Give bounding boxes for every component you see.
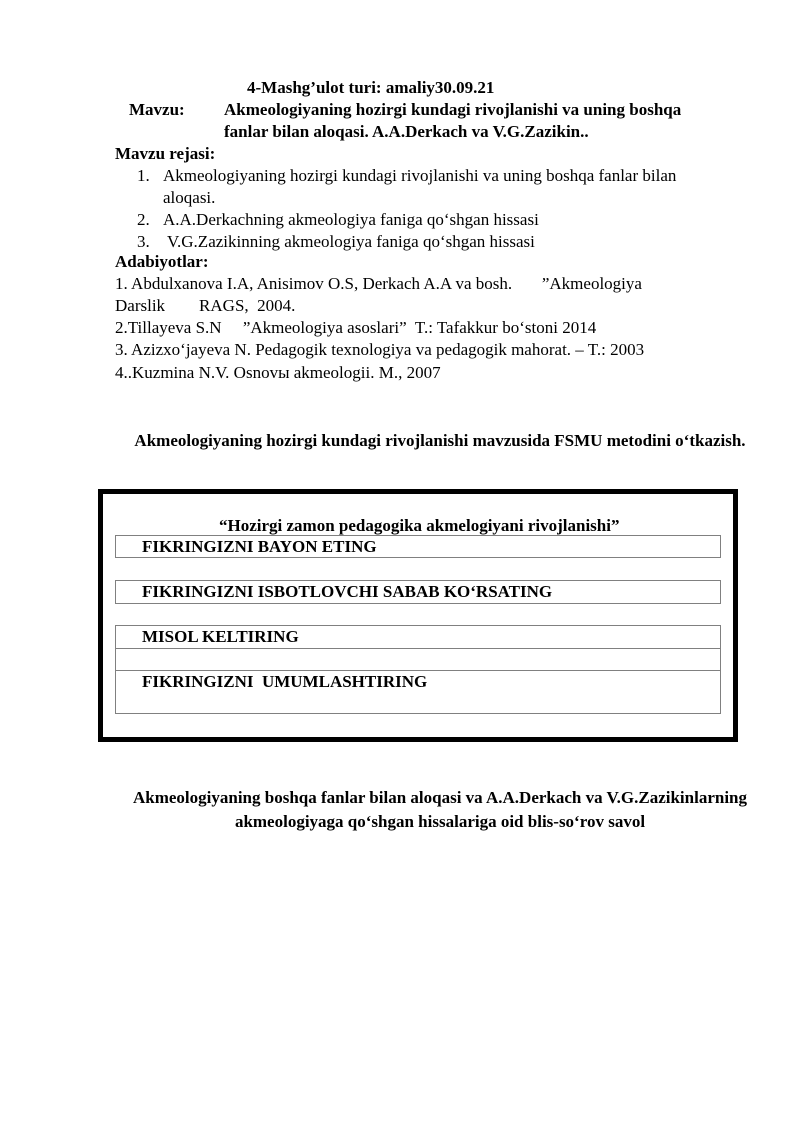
fsmu-row-label: FIKRINGIZNI UMUMLASHTIRING	[142, 672, 428, 691]
fsmu-row-label: FIKRINGIZNI ISBOTLOVCHI SABAB KO‘RSATING	[142, 582, 553, 601]
reference-line: 3. Azizxo‘jayeva N. Pedagogik texnologiya va pedagogik mahorat. – T.: 2003	[115, 340, 645, 359]
session-title: 4-Mashg’ulot turi: amaliy30.09.21	[247, 78, 495, 97]
plan-list	[115, 165, 676, 253]
plan-item	[115, 209, 676, 231]
blitz-survey-section-title: Akmeologiyaning boshqa fanlar bilan aloqasi va A.A.Derkach va V.G.Zazikinlarning akmeologiyaga qo‘shgan hissalariga oid blis-so‘rov savol	[132, 788, 748, 831]
topic-title-line-1: Akmeologiyaning hozirgi kundagi rivojlanishi va uning boshqa	[224, 100, 682, 119]
topic-title	[224, 99, 681, 143]
fsmu-row-summarize	[115, 670, 721, 714]
plan-item	[115, 165, 676, 209]
plan-item-text-continued: aloqasi.	[163, 188, 216, 207]
fsmu-row-divider	[115, 648, 721, 649]
references-heading: Adabiyotlar:	[115, 252, 209, 271]
topic-title-line-2: fanlar bilan aloqasi. A.A.Derkach va V.G.Zazikin..	[224, 122, 589, 141]
reference-line: 4..Kuzmina N.V. Osnovы akmeologii. M., 2007	[115, 363, 441, 382]
fsmu-row-state-opinion	[115, 535, 721, 558]
plan-item-text: A.A.Derkachning akmeologiya faniga qo‘shgan hissasi	[163, 210, 539, 229]
reference-line: 1. Abdulxanova I.A, Anisimov O.S, Derkach A.A va bosh. ”Akmeologiya	[115, 274, 642, 293]
fsmu-row-label: FIKRINGIZNI BAYON ETING	[142, 537, 377, 556]
reference-line: 2.Tillayeva S.N ”Akmeologiya asoslari” T.: Tafakkur bo‘stoni 2014	[115, 318, 597, 337]
plan-item-number: 1.	[137, 166, 150, 185]
fsmu-row-label: MISOL KELTIRING	[142, 627, 299, 646]
plan-heading: Mavzu rejasi:	[115, 144, 216, 163]
plan-item	[115, 231, 676, 253]
fsmu-heading: “Hozirgi zamon pedagogika akmelogiyani rivojlanishi”	[219, 516, 620, 535]
plan-item-text: V.G.Zazikinning akmeologiya faniga qo‘shgan hissasi	[163, 232, 535, 251]
fsmu-section-title: Akmeologiyaning hozirgi kundagi rivojlanishi mavzusida FSMU metodini o‘tkazish.	[134, 431, 746, 450]
plan-item-text: Akmeologiyaning hozirgi kundagi rivojlanishi va uning boshqa fanlar bilan	[163, 166, 677, 185]
plan-item-number: 2.	[137, 210, 150, 229]
reference-line: Darslik RAGS, 2004.	[115, 296, 296, 315]
plan-item-number: 3.	[137, 232, 150, 251]
fsmu-row-give-reason	[115, 580, 721, 604]
topic-label: Mavzu:	[129, 100, 185, 119]
